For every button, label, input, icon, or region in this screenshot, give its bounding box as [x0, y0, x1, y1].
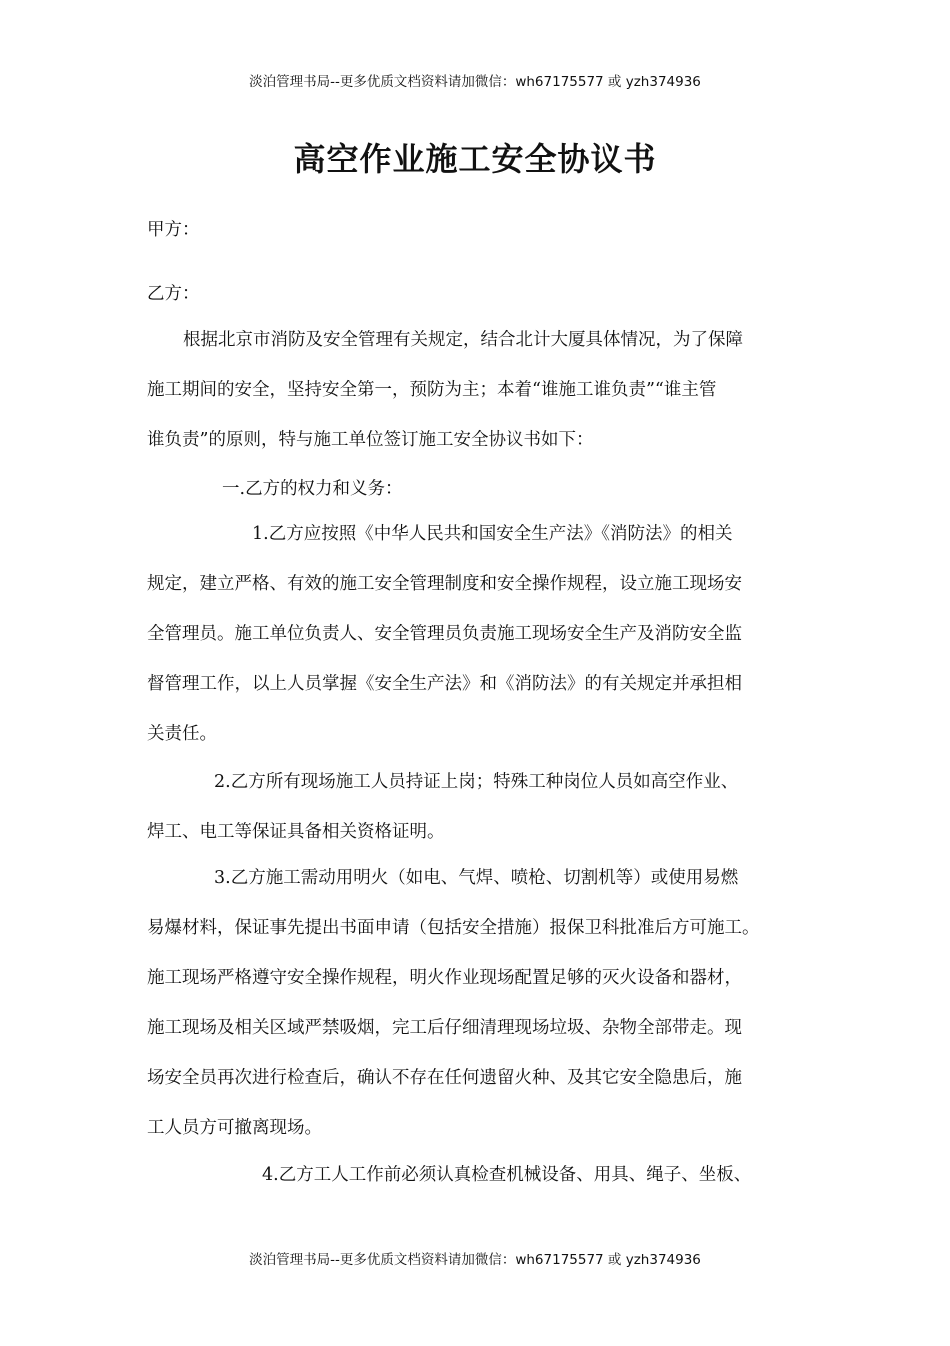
- item-1-line-3: 全管理员。施工单位负责人、安全管理员负责施工现场安全生产及消防安全监: [147, 624, 742, 644]
- page-footer: 淡泊管理书局--更多优质文档资料请加微信：wh67175577 或 yzh374936: [249, 1252, 701, 1268]
- intro-line-3: 谁负责”的原则，特与施工单位签订施工安全协议书如下：: [147, 430, 594, 450]
- item-3-line-3: 施工现场严格遵守安全操作规程，明火作业现场配置足够的灭火设备和器材，: [147, 968, 742, 988]
- party-b-label: 乙方：: [147, 284, 200, 304]
- item-1-line-2: 规定，建立严格、有效的施工安全管理制度和安全操作规程，设立施工现场安: [147, 574, 742, 594]
- item-3-line-4: 施工现场及相关区域严禁吸烟，完工后仔细清理现场垃圾、杂物全部带走。现: [147, 1018, 742, 1038]
- item-2-line-1: 2.乙方所有现场施工人员持证上岗；特殊工种岗位人员如高空作业、: [214, 772, 739, 792]
- item-1-line-5: 关责任。: [147, 724, 217, 744]
- section-1-heading: 一.乙方的权力和义务：: [222, 479, 403, 499]
- party-a-label: 甲方：: [147, 220, 200, 240]
- document-title: 高空作业施工安全协议书: [293, 140, 657, 178]
- item-4-line-1: 4.乙方工人工作前必须认真检查机械设备、用具、绳子、坐板、: [262, 1165, 752, 1185]
- item-2-line-2: 焊工、电工等保证具备相关资格证明。: [147, 822, 445, 842]
- item-1-line-1: 1.乙方应按照《中华人民共和国安全生产法》《消防法》的相关: [252, 524, 733, 544]
- item-3-line-5: 场安全员再次进行检查后，确认不存在任何遗留火种、及其它安全隐患后，施: [147, 1068, 742, 1088]
- item-3-line-6: 工人员方可撤离现场。: [147, 1118, 322, 1138]
- item-3-line-2: 易爆材料，保证事先提出书面申请（包括安全措施）报保卫科批准后方可施工。: [147, 918, 760, 938]
- intro-line-2: 施工期间的安全，坚持安全第一，预防为主；本着“谁施工谁负责”“谁主管: [147, 380, 717, 400]
- intro-line-1: 根据北京市消防及安全管理有关规定，结合北计大厦具体情况，为了保障: [183, 330, 743, 350]
- item-1-line-4: 督管理工作，以上人员掌握《安全生产法》和《消防法》的有关规定并承担相: [147, 674, 742, 694]
- item-3-line-1: 3.乙方施工需动用明火（如电、气焊、喷枪、切割机等）或使用易燃: [214, 868, 739, 888]
- page-header: 淡泊管理书局--更多优质文档资料请加微信：wh67175577 或 yzh374936: [249, 74, 701, 90]
